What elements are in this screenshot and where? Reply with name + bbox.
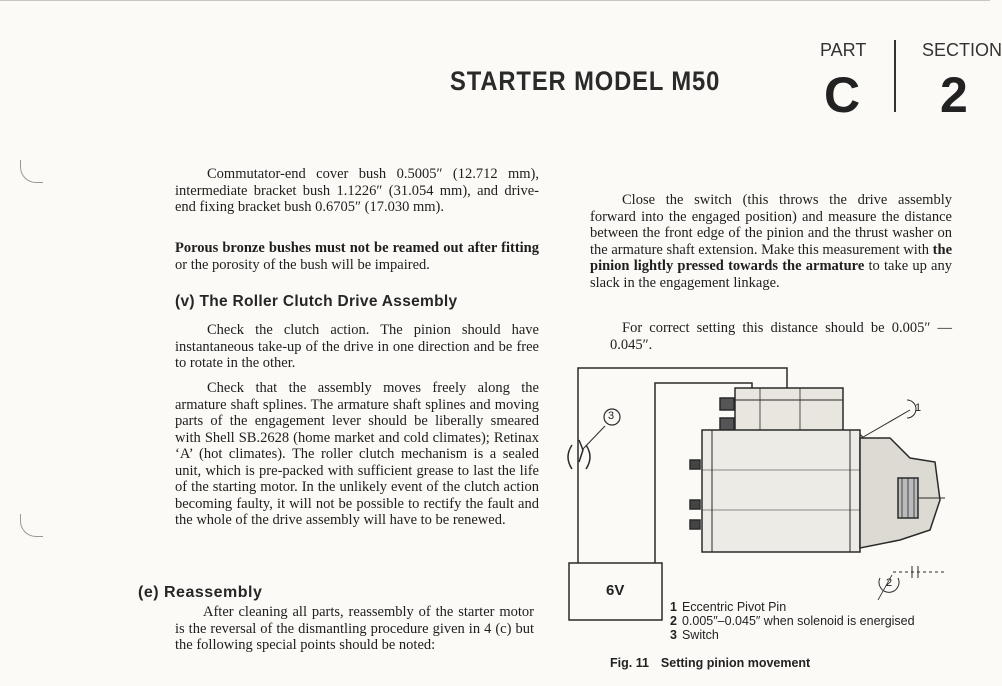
callout-2-number: 2 xyxy=(886,577,893,589)
section-value: 2 xyxy=(940,67,968,123)
legend-item-3: 3 Switch xyxy=(670,628,719,642)
page-title: STARTER MODEL M50 xyxy=(450,66,721,96)
callout-1-number: 1 xyxy=(915,402,922,414)
section-heading-reassembly: (e) Reassembly xyxy=(138,584,263,601)
section-heading-roller-clutch: (v) The Roller Clutch Drive Assembly xyxy=(175,293,458,310)
clutch-action-paragraph: Check the clutch action. The pinion should have instantaneous take-up of the drive in one direction and be free to rotate in the other. xyxy=(175,322,539,371)
solenoid-terminal xyxy=(720,418,734,430)
correct-setting-paragraph: For correct setting this distance should be 0.005″ — 0.045″. xyxy=(610,320,952,353)
legend-item-2: 2 0.005″–0.045″ when solenoid is energised xyxy=(670,614,915,628)
motor-yoke xyxy=(702,430,860,552)
part-label: PART xyxy=(820,40,867,60)
part-value: C xyxy=(824,67,861,123)
solenoid-terminal xyxy=(720,398,734,410)
porous-bushes-rest: or the porosity of the bush will be impaired. xyxy=(175,256,430,273)
switch-symbol xyxy=(568,440,590,469)
bush-dimensions-paragraph: Commutator-end cover bush 0.5005″ (12.712 mm), intermediate bracket bush 1.1226″ (31.054 mm), and drive-end fixing bracket bush 0.6705″ (17.030 mm). xyxy=(175,166,539,215)
close-switch-text-end: to take up any slack in the engagement linkage. xyxy=(590,258,952,291)
assembly-splines-paragraph: Check that the assembly moves freely along the armature shaft splines. The armature shaft splines and moving parts of the engagement lever should be liberally smeared with Shell SB.2628 (home market and cold climates); Retinax ‘A’ (hot climates). The roller clutch mechanism is a sealed unit, which is pre-packed with sufficient grease to last the life of the starting motor. In the unlikely event of the clutch action becoming faulty, it will not be possible to rectify the fault and the whole of the drive assembly will have to be renewed. xyxy=(175,380,539,528)
porous-bushes-warning: Porous bronze bushes must not be reamed out after fitting xyxy=(175,240,539,256)
callout-3-leader xyxy=(582,426,605,450)
callout-1-leader xyxy=(858,410,910,440)
battery-voltage-label: 6V xyxy=(606,582,625,599)
pinion-pressed-emphasis: the pinion lightly pressed towards the armature xyxy=(590,241,953,274)
close-switch-text: Close the switch (this throws the drive assembly forward into the engaged position) and measure the distance between the front edge of the pinion and the thrust washer on the armature shaft extension. Make this measurement with xyxy=(590,192,952,258)
figure-caption: Fig. 11 Setting pinion movement xyxy=(610,656,811,670)
callout-3-number: 3 xyxy=(608,410,615,422)
reassembly-paragraph: After cleaning all parts, reassembly of the starter motor is the reversal of the dismantling procedure given in 4 (c) but the following special points should be noted: xyxy=(175,604,534,653)
section-label: SECTION xyxy=(922,40,1002,60)
legend-item-1: 1 Eccentric Pivot Pin xyxy=(670,600,787,614)
